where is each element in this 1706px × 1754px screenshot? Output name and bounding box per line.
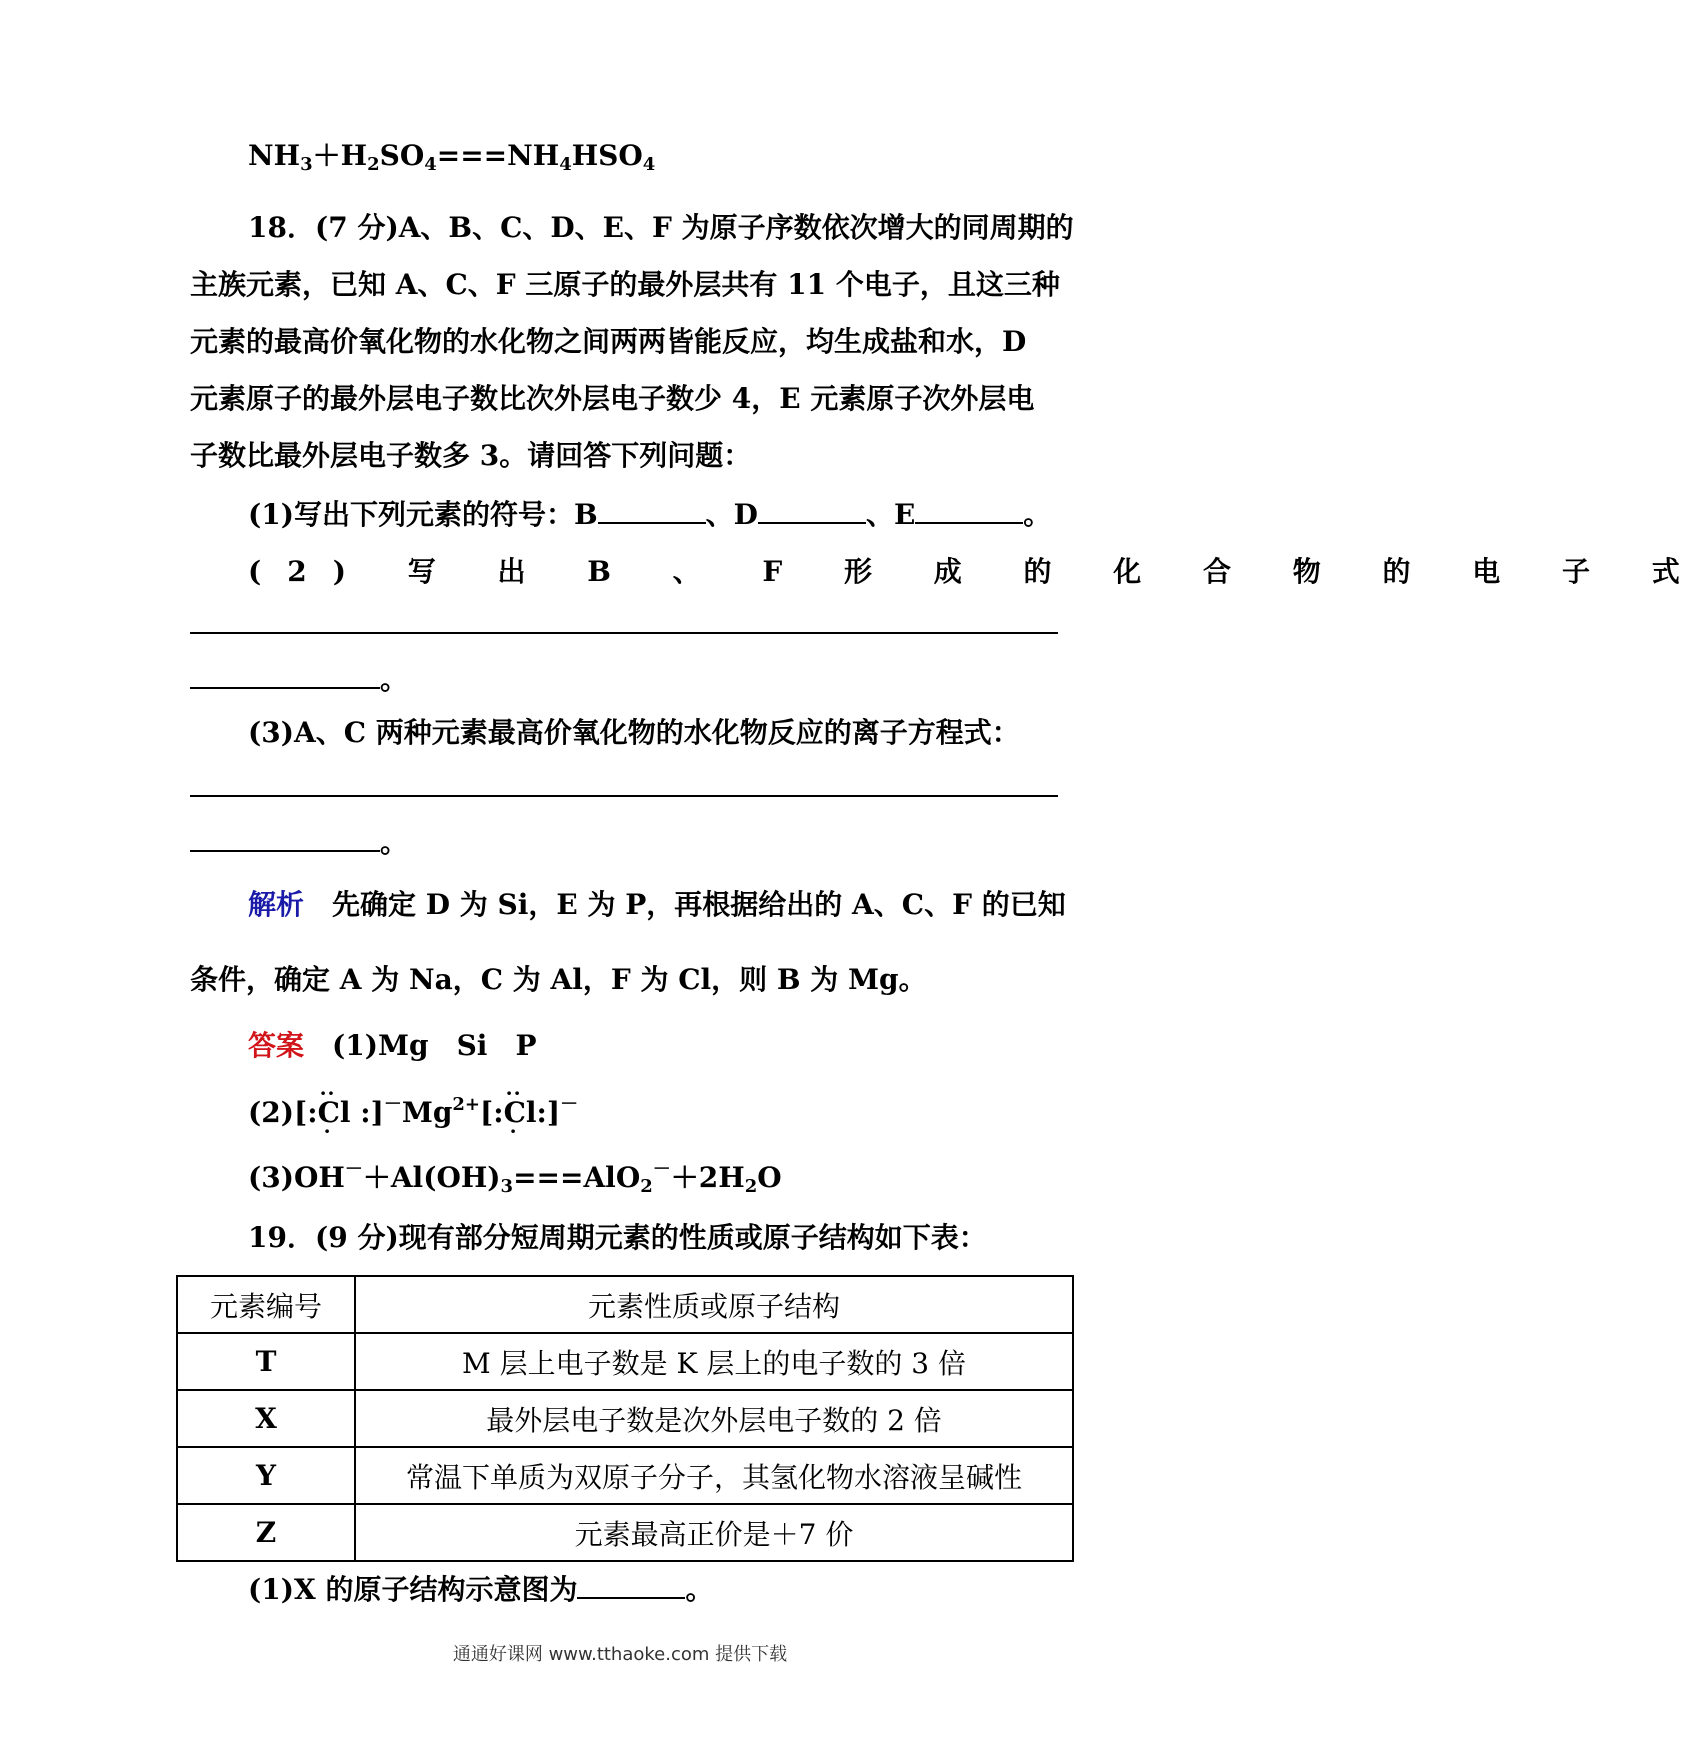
element-description: 常温下单质为双原子分子，其氢化物水溶液呈碱性 [355,1447,1073,1504]
table-header-row [177,1276,1073,1333]
element-description: M 层上电子数是 K 层上的电子数的 3 倍 [355,1333,1073,1390]
q18-line-4: 元素原子的最外层电子数比次外层电子数少 4，E 元素原子次外层电 [190,382,1035,415]
q19-intro: 19．(9 分)现有部分短周期元素的性质或原子结构如下表： [248,1221,987,1254]
answer-line-2a[interactable] [190,632,1058,634]
analysis-line-2: 条件，确定 A 为 Na，C 为 Al，F 为 Cl，则 B 为 Mg。 [190,963,927,996]
analysis-label: 解析 [248,888,305,921]
intro-equation: $NH_3+H_2SO_4===NH_4HSO_4$ [248,139,656,175]
table-row [177,1390,1073,1447]
q18-sub3: (3)A、C 两种元素最高价氧化物的水化物反应的离子方程式： [248,716,1020,749]
element-code: T [177,1333,355,1390]
table-header: 元素性质或原子结构 [355,1276,1073,1333]
answer-line-3b: 。 [190,823,1060,863]
table-header: 元素编号 [177,1276,355,1333]
answer-electron-formula: (2)[:·· $Cl \cdot :]^-Mg^{2+}[:\cdot\cdot Cl$ ·:]－ [248,1093,1060,1133]
answer-blank-x[interactable] [577,1571,685,1599]
answer-blank-b[interactable] [598,496,706,524]
answer-label: 答案 [248,1029,305,1062]
element-code: Y [177,1447,355,1504]
analysis-line-1: 解析 先确定 D 为 Si，E 为 P，再根据给出的 A、C、F 的已知 [248,888,1066,921]
answer-ionic-equation: $(3)OH^-+Al(OH)_3===AlO_2^-+2H_2O$ [248,1159,782,1197]
answer-blank-d[interactable] [758,496,866,524]
q18-sub1: (1)写出下列元素的符号：B 、D 、E 。 [248,498,1052,531]
element-code: Z [177,1504,355,1561]
table-row [177,1333,1073,1390]
q18-sub2: (2) 写 出 B 、 F 形 成 的 化 合 物 的 电 子 式 [248,555,1706,588]
element-code: X [177,1390,355,1447]
footer-credit: 通通好课网 www.tthaoke.com 提供下载 [452,1644,788,1665]
answer-line-1: 答案 (1)Mg Si P [248,1029,537,1062]
answer-blank-3b[interactable] [190,824,380,852]
q18-line-5: 子数比最外层电子数多 3。请回答下列问题： [190,439,752,472]
q18-line-2: 主族元素，已知 A、C、F 三原子的最外层共有 11 个电子，且这三种 [190,268,1060,301]
element-table [176,1275,1074,1562]
answer-blank-2b[interactable] [190,661,380,689]
answer-line-3a[interactable] [190,795,1058,797]
q18-line-1: 18．(7 分)A、B、C、D、E、F 为原子序数依次增大的同周期的 [248,211,1074,244]
element-description: 元素最高正价是＋7 价 [355,1504,1073,1561]
answer-blank-e[interactable] [915,496,1023,524]
q19-sub1: (1)X 的原子结构示意图为 。 [248,1573,714,1606]
table-row [177,1504,1073,1561]
table-row [177,1447,1073,1504]
element-description: 最外层电子数是次外层电子数的 2 倍 [355,1390,1073,1447]
q18-line-3: 元素的最高价氧化物的水化物之间两两皆能反应，均生成盐和水，D [190,325,1027,358]
answer-line-2b: 。 [190,660,1060,700]
